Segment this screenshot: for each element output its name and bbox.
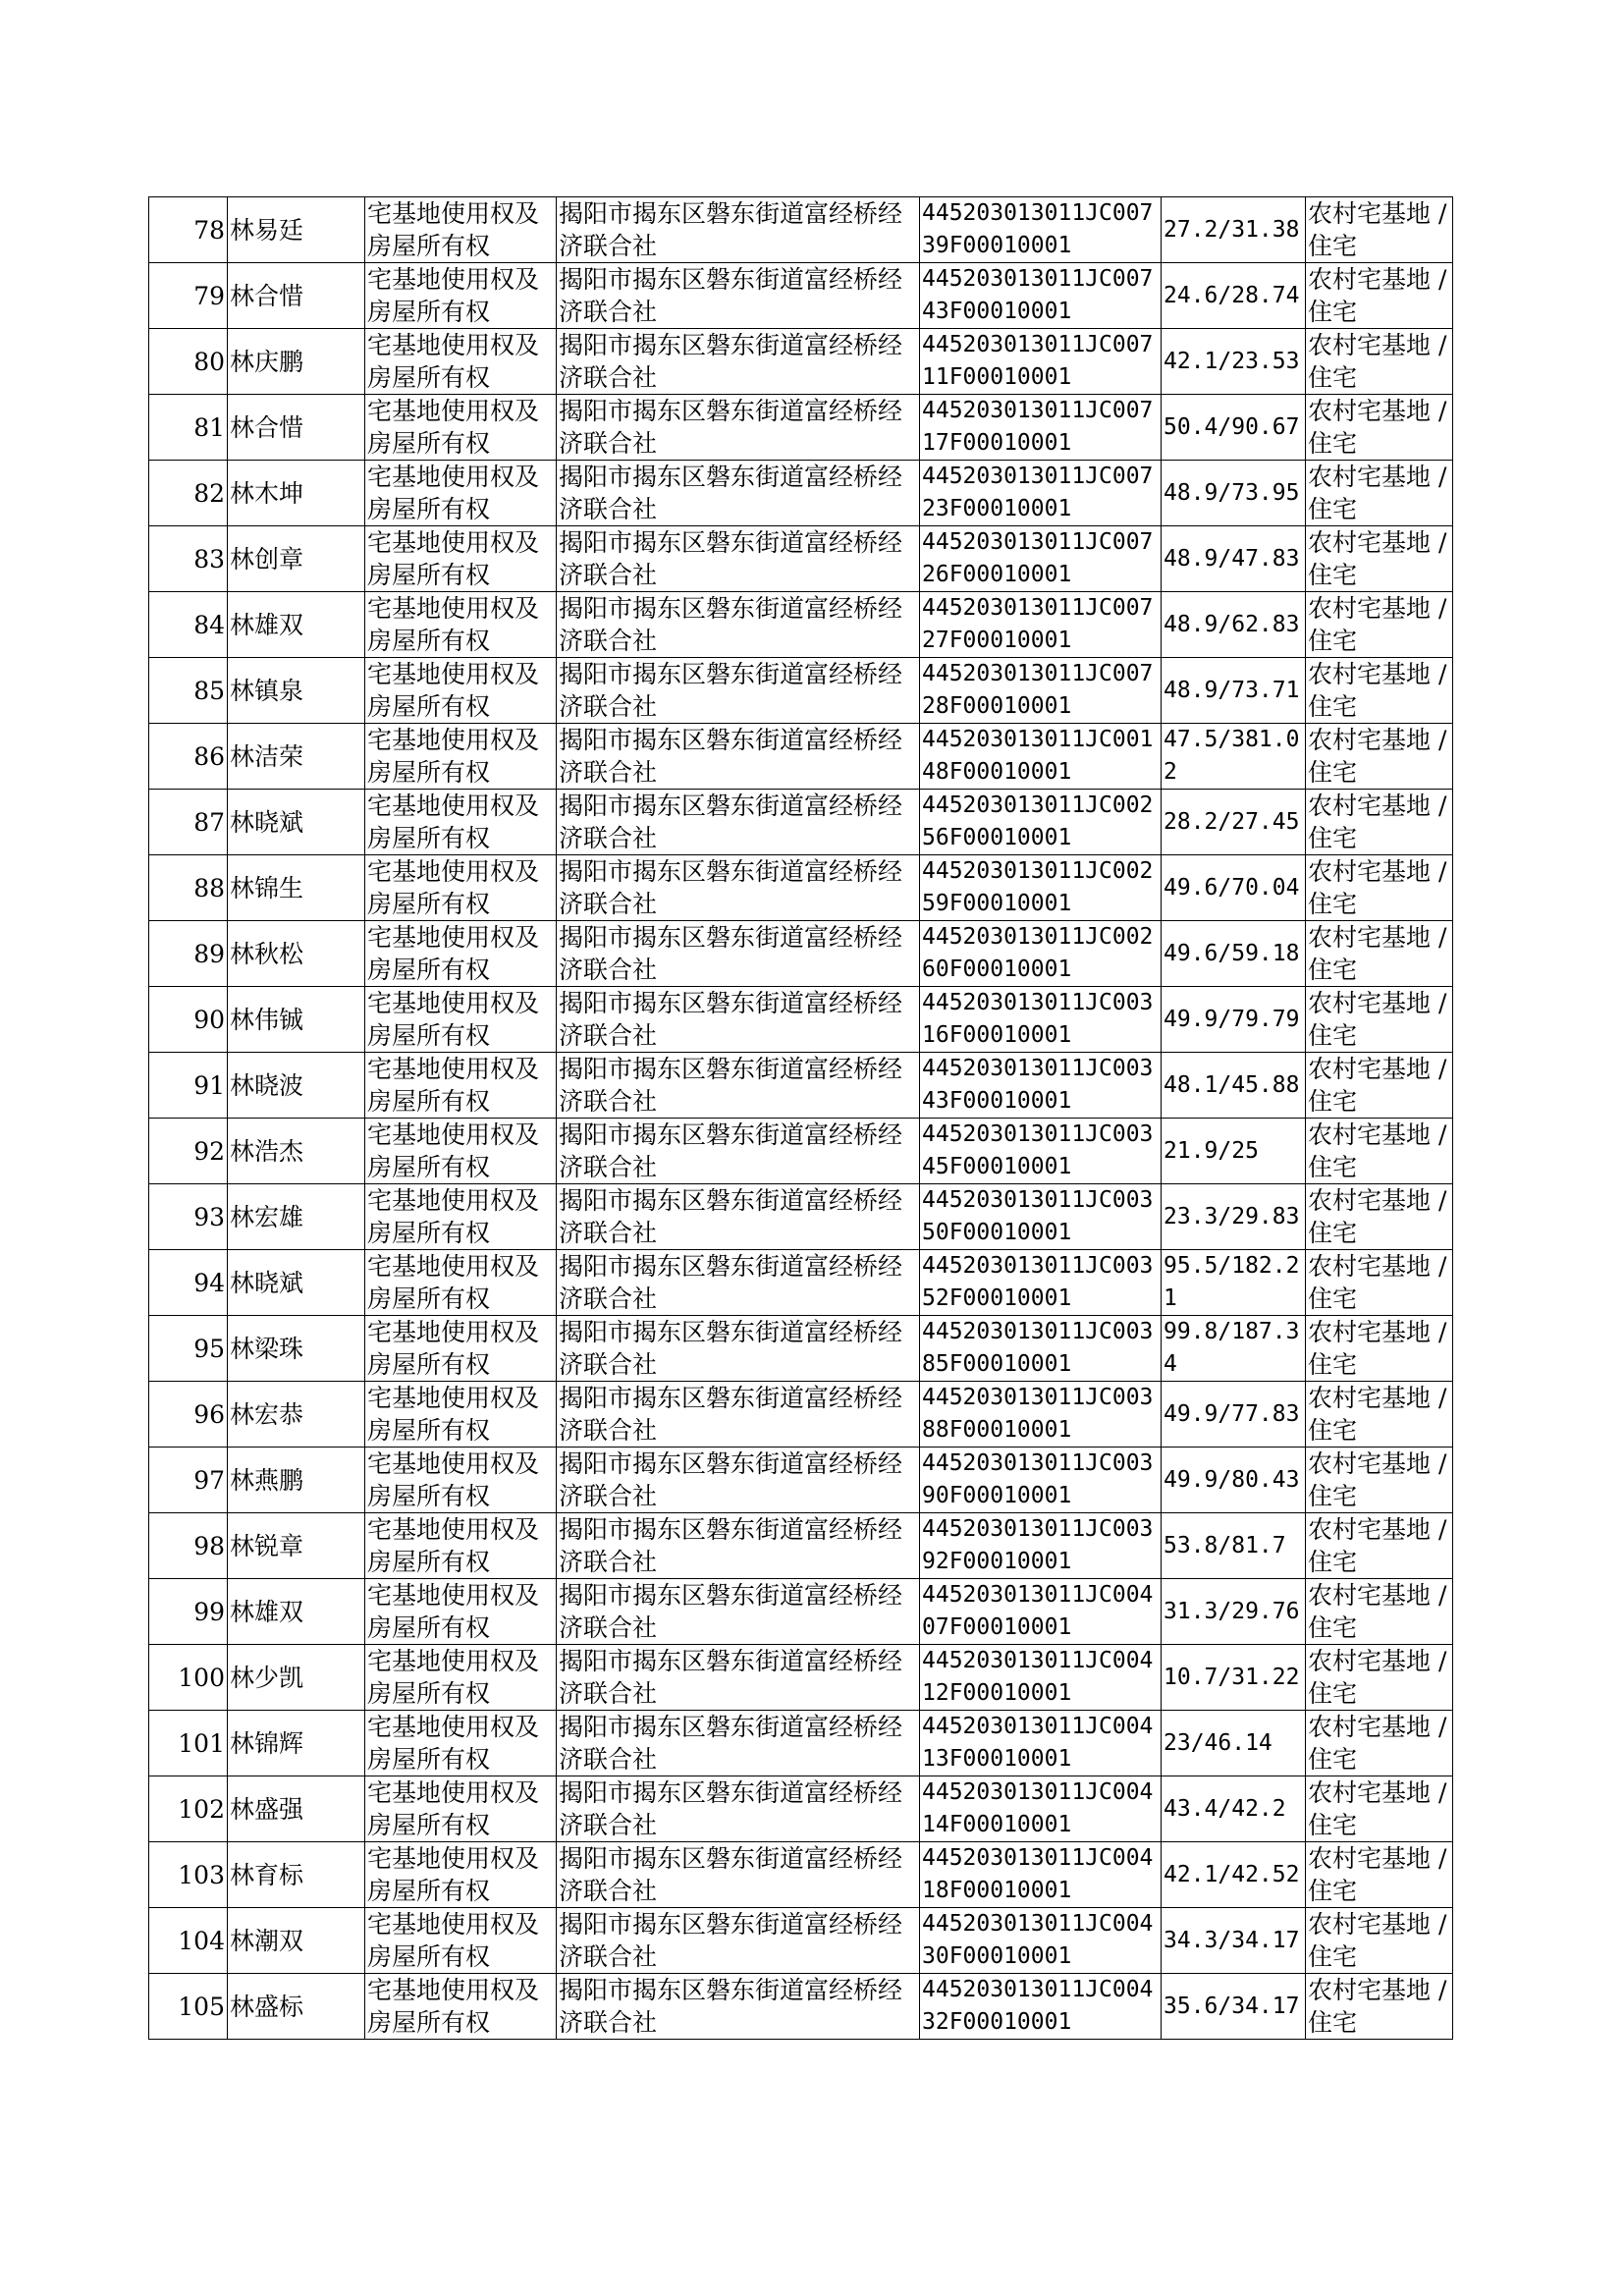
- table-row: [149, 1119, 1453, 1184]
- owner-name: 林梁珠: [228, 1316, 365, 1382]
- registry-table-body: [149, 197, 1453, 2040]
- table-row: [149, 1974, 1453, 2040]
- table-row: [149, 395, 1453, 461]
- unit-code: 445203013011JC00728F00010001: [920, 658, 1162, 724]
- right-type: 宅基地使用权及房屋所有权: [365, 987, 557, 1053]
- land-use: 农村宅基地 / 住宅: [1306, 790, 1453, 855]
- unit-code: 445203013011JC00430F00010001: [920, 1908, 1162, 1974]
- collective-organization: 揭阳市揭东区磐东街道富经桥经济联合社: [557, 1316, 920, 1382]
- land-use: 农村宅基地 / 住宅: [1306, 1448, 1453, 1513]
- right-type: 宅基地使用权及房屋所有权: [365, 592, 557, 658]
- right-type: 宅基地使用权及房屋所有权: [365, 197, 557, 263]
- area-value: 23.3/29.83: [1162, 1184, 1306, 1250]
- right-type: 宅基地使用权及房屋所有权: [365, 263, 557, 329]
- row-number: 83: [149, 526, 228, 592]
- area-value: 49.9/77.83: [1162, 1382, 1306, 1448]
- table-row: [149, 790, 1453, 855]
- land-use: 农村宅基地 / 住宅: [1306, 1316, 1453, 1382]
- table-row: [149, 1382, 1453, 1448]
- row-number: 104: [149, 1908, 228, 1974]
- row-number: 94: [149, 1250, 228, 1316]
- land-use: 农村宅基地 / 住宅: [1306, 1645, 1453, 1711]
- owner-name: 林合惜: [228, 395, 365, 461]
- owner-name: 林木坤: [228, 461, 365, 526]
- owner-name: 林锦生: [228, 855, 365, 921]
- row-number: 84: [149, 592, 228, 658]
- area-value: 28.2/27.45: [1162, 790, 1306, 855]
- table-row: [149, 329, 1453, 395]
- owner-name: 林燕鹏: [228, 1448, 365, 1513]
- right-type: 宅基地使用权及房屋所有权: [365, 1382, 557, 1448]
- right-type: 宅基地使用权及房屋所有权: [365, 790, 557, 855]
- row-number: 97: [149, 1448, 228, 1513]
- unit-code: 445203013011JC00407F00010001: [920, 1579, 1162, 1645]
- owner-name: 林盛强: [228, 1776, 365, 1842]
- unit-code: 445203013011JC00259F00010001: [920, 855, 1162, 921]
- land-use: 农村宅基地 / 住宅: [1306, 987, 1453, 1053]
- right-type: 宅基地使用权及房屋所有权: [365, 1053, 557, 1119]
- table-row: [149, 987, 1453, 1053]
- collective-organization: 揭阳市揭东区磐东街道富经桥经济联合社: [557, 592, 920, 658]
- area-value: 10.7/31.22: [1162, 1645, 1306, 1711]
- land-use: 农村宅基地 / 住宅: [1306, 1711, 1453, 1776]
- row-number: 78: [149, 197, 228, 263]
- land-use: 农村宅基地 / 住宅: [1306, 1382, 1453, 1448]
- collective-organization: 揭阳市揭东区磐东街道富经桥经济联合社: [557, 1974, 920, 2040]
- land-use: 农村宅基地 / 住宅: [1306, 395, 1453, 461]
- area-value: 34.3/34.17: [1162, 1908, 1306, 1974]
- collective-organization: 揭阳市揭东区磐东街道富经桥经济联合社: [557, 329, 920, 395]
- owner-name: 林易廷: [228, 197, 365, 263]
- owner-name: 林宏恭: [228, 1382, 365, 1448]
- unit-code: 445203013011JC00711F00010001: [920, 329, 1162, 395]
- right-type: 宅基地使用权及房屋所有权: [365, 1645, 557, 1711]
- right-type: 宅基地使用权及房屋所有权: [365, 1513, 557, 1579]
- row-number: 100: [149, 1645, 228, 1711]
- area-value: 49.9/79.79: [1162, 987, 1306, 1053]
- land-use: 农村宅基地 / 住宅: [1306, 263, 1453, 329]
- unit-code: 445203013011JC00414F00010001: [920, 1776, 1162, 1842]
- right-type: 宅基地使用权及房屋所有权: [365, 1974, 557, 2040]
- unit-code: 445203013011JC00743F00010001: [920, 263, 1162, 329]
- right-type: 宅基地使用权及房屋所有权: [365, 1316, 557, 1382]
- area-value: 49.6/70.04: [1162, 855, 1306, 921]
- area-value: 49.6/59.18: [1162, 921, 1306, 987]
- unit-code: 445203013011JC00352F00010001: [920, 1250, 1162, 1316]
- table-row: [149, 461, 1453, 526]
- land-use: 农村宅基地 / 住宅: [1306, 1579, 1453, 1645]
- owner-name: 林合惜: [228, 263, 365, 329]
- right-type: 宅基地使用权及房屋所有权: [365, 395, 557, 461]
- unit-code: 445203013011JC00392F00010001: [920, 1513, 1162, 1579]
- owner-name: 林晓波: [228, 1053, 365, 1119]
- area-value: 27.2/31.38: [1162, 197, 1306, 263]
- area-value: 31.3/29.76: [1162, 1579, 1306, 1645]
- row-number: 80: [149, 329, 228, 395]
- registry-table: [148, 196, 1453, 2040]
- unit-code: 445203013011JC00148F00010001: [920, 724, 1162, 790]
- land-use: 农村宅基地 / 住宅: [1306, 592, 1453, 658]
- row-number: 105: [149, 1974, 228, 2040]
- collective-organization: 揭阳市揭东区磐东街道富经桥经济联合社: [557, 1842, 920, 1908]
- collective-organization: 揭阳市揭东区磐东街道富经桥经济联合社: [557, 987, 920, 1053]
- area-value: 47.5/381.02: [1162, 724, 1306, 790]
- land-use: 农村宅基地 / 住宅: [1306, 1974, 1453, 2040]
- area-value: 49.9/80.43: [1162, 1448, 1306, 1513]
- area-value: 21.9/25: [1162, 1119, 1306, 1184]
- area-value: 53.8/81.7: [1162, 1513, 1306, 1579]
- row-number: 91: [149, 1053, 228, 1119]
- right-type: 宅基地使用权及房屋所有权: [365, 1448, 557, 1513]
- row-number: 95: [149, 1316, 228, 1382]
- collective-organization: 揭阳市揭东区磐东街道富经桥经济联合社: [557, 197, 920, 263]
- right-type: 宅基地使用权及房屋所有权: [365, 461, 557, 526]
- unit-code: 445203013011JC00390F00010001: [920, 1448, 1162, 1513]
- collective-organization: 揭阳市揭东区磐东街道富经桥经济联合社: [557, 1711, 920, 1776]
- collective-organization: 揭阳市揭东区磐东街道富经桥经济联合社: [557, 1382, 920, 1448]
- right-type: 宅基地使用权及房屋所有权: [365, 1842, 557, 1908]
- area-value: 95.5/182.21: [1162, 1250, 1306, 1316]
- collective-organization: 揭阳市揭东区磐东街道富经桥经济联合社: [557, 724, 920, 790]
- right-type: 宅基地使用权及房屋所有权: [365, 1711, 557, 1776]
- collective-organization: 揭阳市揭东区磐东街道富经桥经济联合社: [557, 1184, 920, 1250]
- collective-organization: 揭阳市揭东区磐东街道富经桥经济联合社: [557, 1250, 920, 1316]
- row-number: 99: [149, 1579, 228, 1645]
- owner-name: 林潮双: [228, 1908, 365, 1974]
- land-use: 农村宅基地 / 住宅: [1306, 921, 1453, 987]
- row-number: 88: [149, 855, 228, 921]
- table-row: [149, 1513, 1453, 1579]
- collective-organization: 揭阳市揭东区磐东街道富经桥经济联合社: [557, 526, 920, 592]
- collective-organization: 揭阳市揭东区磐东街道富经桥经济联合社: [557, 263, 920, 329]
- owner-name: 林秋松: [228, 921, 365, 987]
- row-number: 86: [149, 724, 228, 790]
- table-row: [149, 197, 1453, 263]
- area-value: 23/46.14: [1162, 1711, 1306, 1776]
- table-row: [149, 1448, 1453, 1513]
- owner-name: 林少凯: [228, 1645, 365, 1711]
- row-number: 93: [149, 1184, 228, 1250]
- owner-name: 林雄双: [228, 592, 365, 658]
- unit-code: 445203013011JC00388F00010001: [920, 1382, 1162, 1448]
- owner-name: 林晓斌: [228, 1250, 365, 1316]
- right-type: 宅基地使用权及房屋所有权: [365, 1184, 557, 1250]
- land-use: 农村宅基地 / 住宅: [1306, 1250, 1453, 1316]
- row-number: 89: [149, 921, 228, 987]
- area-value: 48.9/73.95: [1162, 461, 1306, 526]
- unit-code: 445203013011JC00343F00010001: [920, 1053, 1162, 1119]
- land-use: 农村宅基地 / 住宅: [1306, 1053, 1453, 1119]
- collective-organization: 揭阳市揭东区磐东街道富经桥经济联合社: [557, 461, 920, 526]
- owner-name: 林创章: [228, 526, 365, 592]
- owner-name: 林晓斌: [228, 790, 365, 855]
- owner-name: 林锦辉: [228, 1711, 365, 1776]
- land-use: 农村宅基地 / 住宅: [1306, 461, 1453, 526]
- land-use: 农村宅基地 / 住宅: [1306, 526, 1453, 592]
- row-number: 87: [149, 790, 228, 855]
- row-number: 98: [149, 1513, 228, 1579]
- area-value: 35.6/34.17: [1162, 1974, 1306, 2040]
- table-row: [149, 1645, 1453, 1711]
- unit-code: 445203013011JC00385F00010001: [920, 1316, 1162, 1382]
- right-type: 宅基地使用权及房屋所有权: [365, 329, 557, 395]
- table-row: [149, 658, 1453, 724]
- unit-code: 445203013011JC00723F00010001: [920, 461, 1162, 526]
- collective-organization: 揭阳市揭东区磐东街道富经桥经济联合社: [557, 921, 920, 987]
- collective-organization: 揭阳市揭东区磐东街道富经桥经济联合社: [557, 1908, 920, 1974]
- right-type: 宅基地使用权及房屋所有权: [365, 1250, 557, 1316]
- row-number: 96: [149, 1382, 228, 1448]
- right-type: 宅基地使用权及房屋所有权: [365, 1119, 557, 1184]
- collective-organization: 揭阳市揭东区磐东街道富经桥经济联合社: [557, 790, 920, 855]
- table-row: [149, 1184, 1453, 1250]
- table-row: [149, 1250, 1453, 1316]
- collective-organization: 揭阳市揭东区磐东街道富经桥经济联合社: [557, 1053, 920, 1119]
- table-row: [149, 592, 1453, 658]
- unit-code: 445203013011JC00413F00010001: [920, 1711, 1162, 1776]
- area-value: 42.1/23.53: [1162, 329, 1306, 395]
- land-use: 农村宅基地 / 住宅: [1306, 658, 1453, 724]
- table-row: [149, 526, 1453, 592]
- row-number: 79: [149, 263, 228, 329]
- land-use: 农村宅基地 / 住宅: [1306, 855, 1453, 921]
- owner-name: 林浩杰: [228, 1119, 365, 1184]
- right-type: 宅基地使用权及房屋所有权: [365, 1579, 557, 1645]
- row-number: 81: [149, 395, 228, 461]
- unit-code: 445203013011JC00260F00010001: [920, 921, 1162, 987]
- unit-code: 445203013011JC00316F00010001: [920, 987, 1162, 1053]
- unit-code: 445203013011JC00726F00010001: [920, 526, 1162, 592]
- collective-organization: 揭阳市揭东区磐东街道富经桥经济联合社: [557, 1119, 920, 1184]
- owner-name: 林镇泉: [228, 658, 365, 724]
- right-type: 宅基地使用权及房屋所有权: [365, 658, 557, 724]
- right-type: 宅基地使用权及房屋所有权: [365, 526, 557, 592]
- collective-organization: 揭阳市揭东区磐东街道富经桥经济联合社: [557, 855, 920, 921]
- row-number: 101: [149, 1711, 228, 1776]
- collective-organization: 揭阳市揭东区磐东街道富经桥经济联合社: [557, 1513, 920, 1579]
- owner-name: 林盛标: [228, 1974, 365, 2040]
- table-row: [149, 1842, 1453, 1908]
- unit-code: 445203013011JC00432F00010001: [920, 1974, 1162, 2040]
- right-type: 宅基地使用权及房屋所有权: [365, 1908, 557, 1974]
- area-value: 24.6/28.74: [1162, 263, 1306, 329]
- right-type: 宅基地使用权及房屋所有权: [365, 921, 557, 987]
- collective-organization: 揭阳市揭东区磐东街道富经桥经济联合社: [557, 1579, 920, 1645]
- collective-organization: 揭阳市揭东区磐东街道富经桥经济联合社: [557, 658, 920, 724]
- row-number: 85: [149, 658, 228, 724]
- row-number: 82: [149, 461, 228, 526]
- table-row: [149, 1776, 1453, 1842]
- table-row: [149, 1053, 1453, 1119]
- unit-code: 445203013011JC00256F00010001: [920, 790, 1162, 855]
- row-number: 102: [149, 1776, 228, 1842]
- area-value: 48.9/62.83: [1162, 592, 1306, 658]
- row-number: 90: [149, 987, 228, 1053]
- table-row: [149, 1316, 1453, 1382]
- land-use: 农村宅基地 / 住宅: [1306, 1184, 1453, 1250]
- right-type: 宅基地使用权及房屋所有权: [365, 855, 557, 921]
- owner-name: 林雄双: [228, 1579, 365, 1645]
- owner-name: 林伟铖: [228, 987, 365, 1053]
- unit-code: 445203013011JC00727F00010001: [920, 592, 1162, 658]
- table-row: [149, 1579, 1453, 1645]
- unit-code: 445203013011JC00418F00010001: [920, 1842, 1162, 1908]
- collective-organization: 揭阳市揭东区磐东街道富经桥经济联合社: [557, 1776, 920, 1842]
- area-value: 42.1/42.52: [1162, 1842, 1306, 1908]
- right-type: 宅基地使用权及房屋所有权: [365, 724, 557, 790]
- land-use: 农村宅基地 / 住宅: [1306, 197, 1453, 263]
- table-row: [149, 263, 1453, 329]
- unit-code: 445203013011JC00412F00010001: [920, 1645, 1162, 1711]
- land-use: 农村宅基地 / 住宅: [1306, 1842, 1453, 1908]
- collective-organization: 揭阳市揭东区磐东街道富经桥经济联合社: [557, 395, 920, 461]
- area-value: 48.9/73.71: [1162, 658, 1306, 724]
- area-value: 43.4/42.2: [1162, 1776, 1306, 1842]
- owner-name: 林宏雄: [228, 1184, 365, 1250]
- land-use: 农村宅基地 / 住宅: [1306, 1513, 1453, 1579]
- land-use: 农村宅基地 / 住宅: [1306, 1908, 1453, 1974]
- right-type: 宅基地使用权及房屋所有权: [365, 1776, 557, 1842]
- row-number: 103: [149, 1842, 228, 1908]
- land-use: 农村宅基地 / 住宅: [1306, 1119, 1453, 1184]
- area-value: 99.8/187.34: [1162, 1316, 1306, 1382]
- table-row: [149, 1908, 1453, 1974]
- owner-name: 林锐章: [228, 1513, 365, 1579]
- table-row: [149, 921, 1453, 987]
- land-use: 农村宅基地 / 住宅: [1306, 1776, 1453, 1842]
- area-value: 50.4/90.67: [1162, 395, 1306, 461]
- area-value: 48.9/47.83: [1162, 526, 1306, 592]
- table-row: [149, 1711, 1453, 1776]
- owner-name: 林洁荣: [228, 724, 365, 790]
- owner-name: 林育标: [228, 1842, 365, 1908]
- collective-organization: 揭阳市揭东区磐东街道富经桥经济联合社: [557, 1645, 920, 1711]
- unit-code: 445203013011JC00350F00010001: [920, 1184, 1162, 1250]
- unit-code: 445203013011JC00717F00010001: [920, 395, 1162, 461]
- table-row: [149, 724, 1453, 790]
- unit-code: 445203013011JC00739F00010001: [920, 197, 1162, 263]
- collective-organization: 揭阳市揭东区磐东街道富经桥经济联合社: [557, 1448, 920, 1513]
- unit-code: 445203013011JC00345F00010001: [920, 1119, 1162, 1184]
- row-number: 92: [149, 1119, 228, 1184]
- table-row: [149, 855, 1453, 921]
- land-use: 农村宅基地 / 住宅: [1306, 329, 1453, 395]
- land-use: 农村宅基地 / 住宅: [1306, 724, 1453, 790]
- area-value: 48.1/45.88: [1162, 1053, 1306, 1119]
- owner-name: 林庆鹏: [228, 329, 365, 395]
